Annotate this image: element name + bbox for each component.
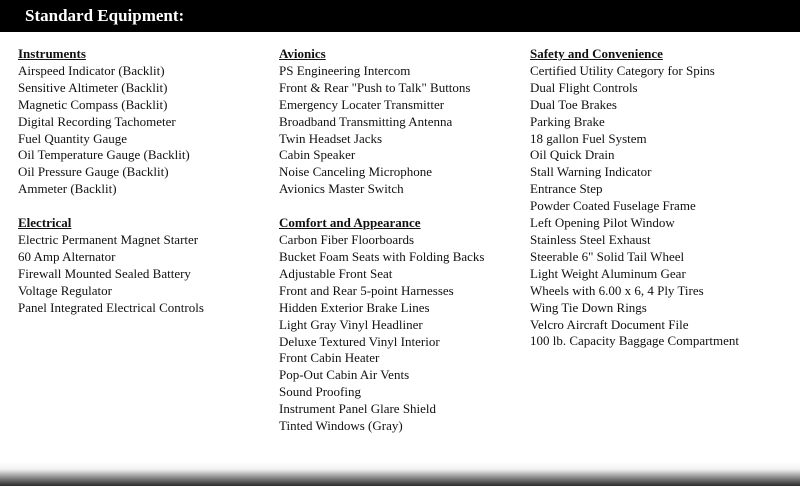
list-item: Avionics Master Switch — [279, 181, 404, 197]
list-item: Entrance Step — [530, 181, 603, 197]
list-item: 100 lb. Capacity Baggage Compartment — [530, 333, 740, 349]
list-item: Emergency Locater Transmitter — [279, 96, 445, 112]
list-item: Adjustable Front Seat — [279, 265, 393, 281]
section-title: Electrical — [18, 215, 72, 231]
list-item: Cabin Speaker — [279, 147, 356, 163]
list-item: Certified Utility Category for Spins — [530, 62, 715, 78]
section-title: Instruments — [18, 46, 86, 61]
list-item: Sensitive Altimeter (Backlit) — [18, 79, 168, 95]
list-item: Dual Flight Controls — [530, 79, 638, 95]
list-item: Carbon Fiber Floorboards — [279, 232, 415, 248]
section-avionics — [279, 46, 484, 198]
list-item: 18 gallon Fuel System — [530, 130, 647, 146]
list-item: Oil Pressure Gauge (Backlit) — [18, 164, 169, 180]
section-electrical — [18, 215, 204, 316]
list-item: Instrument Panel Glare Shield — [279, 401, 437, 417]
section-title: Safety and Convenience — [530, 46, 663, 61]
list-item: Electric Permanent Magnet Starter — [18, 232, 199, 248]
list-item: Airspeed Indicator (Backlit) — [18, 62, 165, 78]
list-item: Light Weight Aluminum Gear — [530, 265, 686, 281]
column-left — [18, 46, 204, 334]
list-item: Bucket Foam Seats with Folding Backs — [279, 248, 485, 264]
list-item: Stainless Steel Exhaust — [530, 231, 651, 247]
list-item: Parking Brake — [530, 113, 605, 129]
list-item: Stall Warning Indicator — [530, 164, 652, 180]
list-item: Voltage Regulator — [18, 282, 112, 298]
list-item: Oil Quick Drain — [530, 147, 615, 163]
column-middle — [279, 46, 484, 452]
list-item: Oil Temperature Gauge (Backlit) — [18, 147, 190, 163]
list-item: Hidden Exterior Brake Lines — [279, 299, 430, 315]
column-right — [530, 46, 739, 367]
section-comfort-appearance — [279, 215, 484, 435]
list-item: Dual Toe Brakes — [530, 96, 617, 112]
section-title: Avionics — [279, 46, 326, 61]
list-item: Velcro Aircraft Document File — [530, 316, 689, 332]
list-item: PS Engineering Intercom — [279, 62, 411, 78]
list-item: Broadband Transmitting Antenna — [279, 113, 453, 129]
page-title: Standard Equipment: — [25, 6, 185, 25]
section-safety-convenience — [530, 46, 739, 350]
list-item: 60 Amp Alternator — [18, 248, 116, 264]
list-item: Front & Rear "Push to Talk" Buttons — [279, 79, 471, 95]
list-item: Twin Headset Jacks — [279, 130, 383, 146]
header-bar — [0, 0, 800, 32]
list-item: Ammeter (Backlit) — [18, 181, 117, 197]
list-item: Front Cabin Heater — [279, 350, 380, 366]
list-item: Noise Canceling Microphone — [279, 164, 433, 180]
list-item: Steerable 6" Solid Tail Wheel — [530, 248, 685, 264]
list-item: Powder Coated Fuselage Frame — [530, 198, 696, 214]
list-item: Light Gray Vinyl Headliner — [279, 316, 423, 332]
list-item: Wing Tie Down Rings — [530, 299, 647, 315]
list-item: Magnetic Compass (Backlit) — [18, 96, 168, 112]
list-item: Panel Integrated Electrical Controls — [18, 299, 204, 315]
section-instruments — [18, 46, 204, 198]
list-item: Left Opening Pilot Window — [530, 215, 675, 231]
list-item: Fuel Quantity Gauge — [18, 130, 128, 146]
list-item: Sound Proofing — [279, 384, 361, 400]
section-title: Comfort and Appearance — [279, 215, 421, 231]
list-item: Digital Recording Tachometer — [18, 113, 176, 129]
list-item: Firewall Mounted Sealed Battery — [18, 265, 191, 281]
list-item: Tinted Windows (Gray) — [279, 418, 403, 434]
list-item: Front and Rear 5-point Harnesses — [279, 282, 454, 298]
bottom-shadow — [0, 462, 800, 486]
list-item: Deluxe Textured Vinyl Interior — [279, 333, 440, 349]
list-item: Wheels with 6.00 x 6, 4 Ply Tires — [530, 282, 704, 298]
list-item: Pop-Out Cabin Air Vents — [279, 367, 410, 383]
